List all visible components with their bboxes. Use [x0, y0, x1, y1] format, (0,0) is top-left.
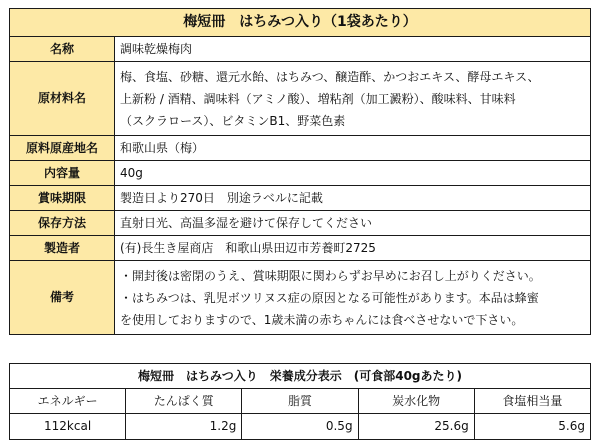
- value-origin: 和歌山県（梅）: [115, 136, 591, 161]
- label-origin: 原料原産地名: [10, 136, 115, 161]
- nutrition-header: エネルギー: [10, 389, 126, 414]
- label-ingredients: 原材料名: [10, 62, 115, 136]
- value-notes: [115, 261, 591, 335]
- value-name: 調味乾燥梅肉: [115, 37, 591, 62]
- nutrition-table: [9, 363, 591, 440]
- nutrition-value-protein: 1.2g: [126, 414, 242, 440]
- nutrition-header-row: [10, 389, 591, 414]
- nutrition-title-row: [10, 364, 591, 389]
- nutrition-value-salt: 5.6g: [474, 414, 590, 440]
- info-title-row: [10, 9, 591, 37]
- value-ingredients: [115, 62, 591, 136]
- notes-line: ・はちみつは、乳児ボツリヌス症の原因となる可能性があります。本品は蜂蜜: [120, 290, 539, 305]
- row-manufacturer: [10, 236, 591, 261]
- row-best-before: [10, 186, 591, 211]
- value-storage: 直射日光、高温多湿を避けて保存してください: [115, 211, 591, 236]
- nutrition-value-carbohydrate: 25.6g: [358, 414, 474, 440]
- nutrition-header: 脂質: [242, 389, 358, 414]
- nutrition-title: 梅短冊 はちみつ入り 栄養成分表示 (可食部40gあたり): [10, 364, 591, 389]
- nutrition-header: 炭水化物: [358, 389, 474, 414]
- product-info-table: [9, 8, 591, 335]
- label-best-before: 賞味期限: [10, 186, 115, 211]
- row-notes: [10, 261, 591, 335]
- ingredients-line: （スクラロース）、ビタミンB1、野菜色素: [120, 113, 346, 128]
- label-storage: 保存方法: [10, 211, 115, 236]
- label-manufacturer: 製造者: [10, 236, 115, 261]
- notes-line: を使用しておりますので、1歳未満の赤ちゃんには食べさせないで下さい。: [120, 312, 524, 327]
- nutrition-value-energy: 112kcal: [10, 414, 126, 440]
- nutrition-header: たんぱく質: [126, 389, 242, 414]
- info-title: 梅短冊 はちみつ入り（1袋あたり）: [10, 9, 591, 37]
- row-origin: [10, 136, 591, 161]
- value-best-before: 製造日より270日 別途ラベルに記載: [115, 186, 591, 211]
- nutrition-value-row: [10, 414, 591, 440]
- value-manufacturer: (有)長生き屋商店 和歌山県田辺市芳養町2725: [115, 236, 591, 261]
- nutrition-header: 食塩相当量: [474, 389, 590, 414]
- row-ingredients: [10, 62, 591, 136]
- label-quantity: 内容量: [10, 161, 115, 186]
- nutrition-value-fat: 0.5g: [242, 414, 358, 440]
- row-storage: [10, 211, 591, 236]
- row-quantity: [10, 161, 591, 186]
- row-name: [10, 37, 591, 62]
- label-name: 名称: [10, 37, 115, 62]
- ingredients-line: 梅、食塩、砂糖、還元水飴、はちみつ、醸造酢、かつおエキス、酵母エキス、: [120, 69, 540, 84]
- value-quantity: 40g: [115, 161, 591, 186]
- ingredients-line: 上新粉 / 酒精、調味料（アミノ酸）、増粘剤（加工澱粉）、酸味料、甘味料: [120, 91, 516, 106]
- label-notes: 備考: [10, 261, 115, 335]
- notes-line: ・開封後は密閉のうえ、賞味期限に関わらずお早めにお召し上がりください。: [120, 268, 541, 283]
